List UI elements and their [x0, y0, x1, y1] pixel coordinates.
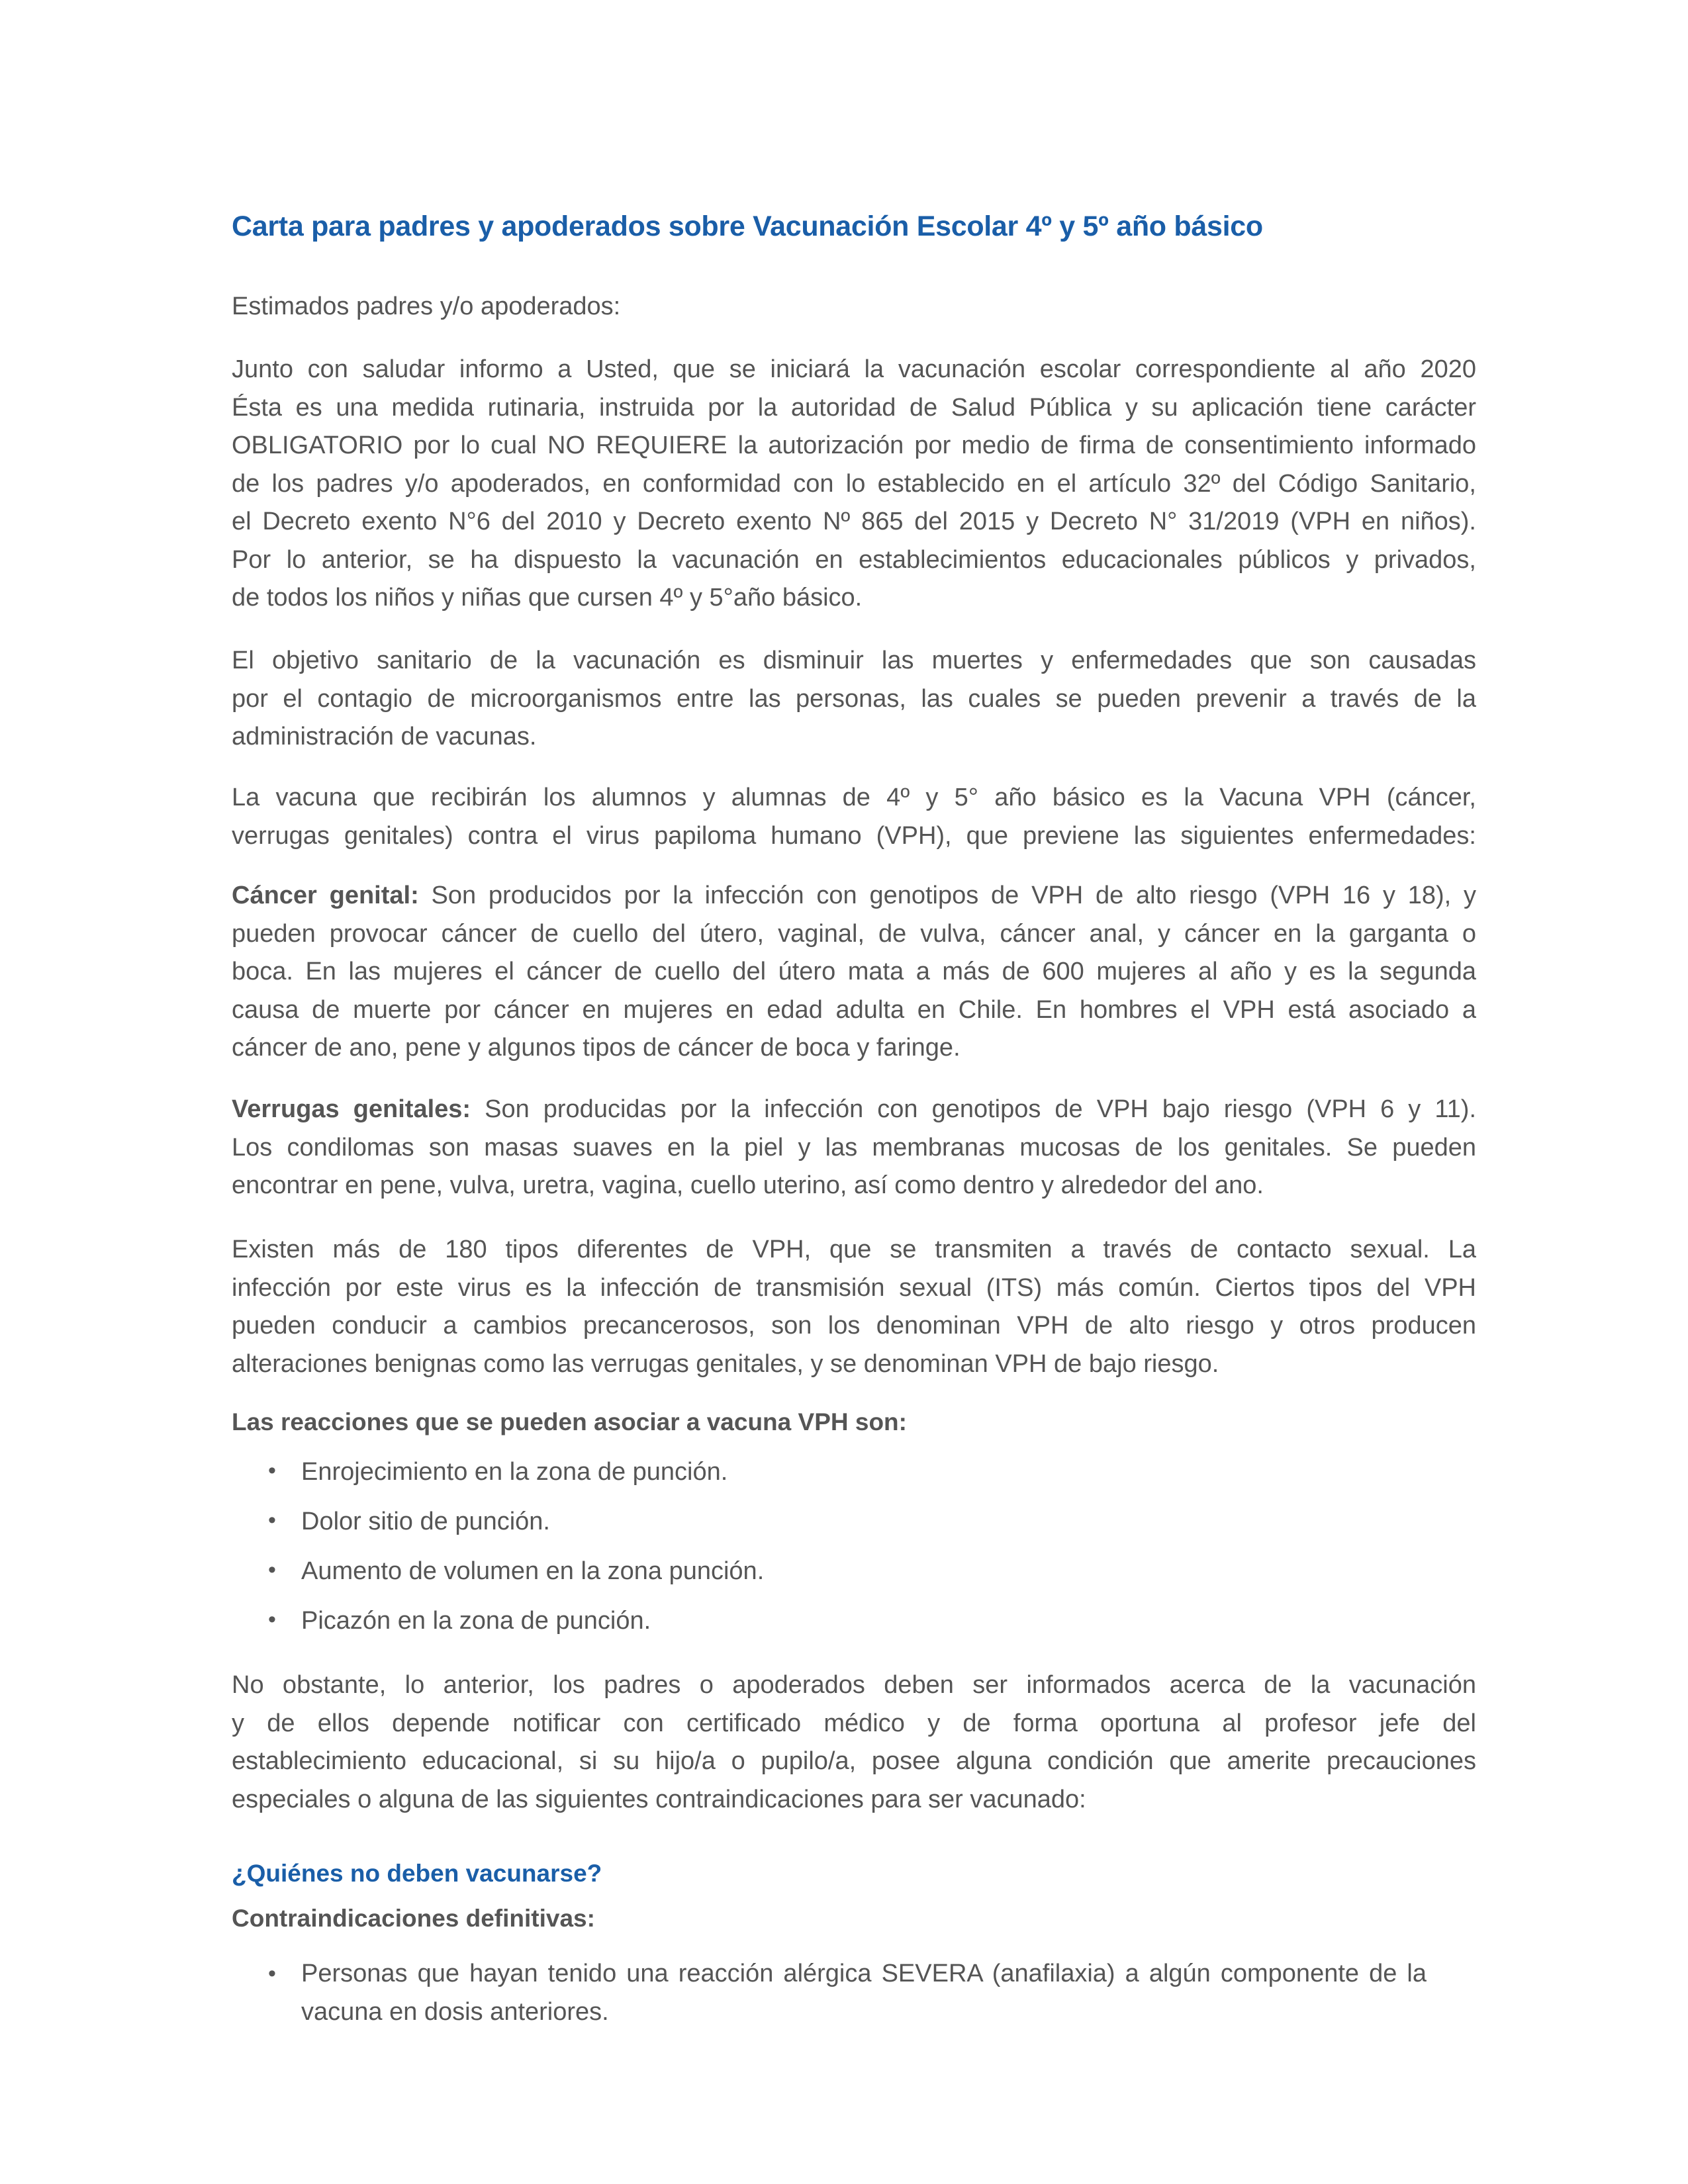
bullet-icon: •	[268, 1961, 276, 1986]
text-line: Por lo anterior, se ha dispuesto la vacunación en establecimientos educacionales públicos y privados,	[232, 545, 1476, 574]
text-line	[232, 877, 1476, 915]
text-line: Existen más de 180 tipos diferentes de VPH, que se transmiten a través de contacto sexual. La	[232, 1236, 1476, 1263]
text-line: encontrar en pene, vulva, uretra, vagina, cuello uterino, así como dentro y alrededor del ano.	[232, 1171, 1264, 1199]
verrugas-genitales-label: Verrugas genitales:	[232, 1095, 471, 1123]
salutation: Estimados padres y/o apoderados:	[232, 293, 621, 320]
text-line: pueden conducir a cambios precancerosos, son los denominan VPH de alto riesgo y otros producen	[232, 1312, 1476, 1340]
bullet-icon: •	[268, 1508, 276, 1533]
text-line: establecimiento educacional, si su hijo/a o pupilo/a, posee alguna condición que amerite precauciones	[232, 1747, 1476, 1775]
text-line: verrugas genitales) contra el virus papiloma humano (VPH), que previene las siguientes enfermedades:	[232, 821, 1476, 850]
text-line: boca. En las mujeres el cáncer de cuello del útero mata a más de 600 mujeres al año y es la segunda	[232, 958, 1476, 985]
page-title: Carta para padres y apoderados sobre Vacunación Escolar 4º y 5º año básico	[232, 210, 1263, 242]
text-line: La vacuna que recibirán los alumnos y alumnas de 4º y 5° año básico es la Vacuna VPH (cáncer,	[232, 784, 1476, 811]
text-line: vacuna en dosis anteriores.	[301, 1998, 609, 2026]
text-line: por el contagio de microorganismos entre las personas, las cuales se pueden prevenir a través de la	[232, 684, 1476, 713]
text-line: cáncer de ano, pene y algunos tipos de cáncer de boca y faringe.	[232, 1034, 961, 1062]
paragraph-mandatory-vaccination	[232, 351, 1476, 617]
paragraph-cancer-genital	[232, 877, 1476, 1068]
text-line: el Decreto exento N°6 del 2010 y Decreto exento Nº 865 del 2015 y Decreto N° 31/2019 (VPH en niños).	[232, 508, 1476, 535]
text-line: OBLIGATORIO por lo cual NO REQUIERE la autorización por medio de firma de consentimiento informado	[232, 432, 1476, 459]
contraindications-heading: Contraindicaciones definitivas:	[232, 1905, 595, 1932]
text-line: No obstante, lo anterior, los padres o apoderados deben ser informados acerca de la vacunación	[232, 1671, 1476, 1699]
verrugas-genitales-text: Son producidas por la infección con genotipos de VPH bajo riesgo (VPH 6 y 11).	[471, 1095, 1477, 1123]
text-line: infección por este virus es la infección de transmisión sexual (ITS) más común. Ciertos tipos del VPH	[232, 1273, 1476, 1302]
paragraph-parent-notification	[232, 1666, 1476, 1819]
text-line: Junto con saludar informo a Usted, que se iniciará la vacunación escolar correspondiente al año 2020	[232, 355, 1476, 383]
text-line: Personas que hayan tenido una reacción alérgica SEVERA (anafilaxia) a algún componente de la	[301, 1960, 1427, 1987]
text-line: Los condilomas son masas suaves en la piel y las membranas mucosas de los genitales. Se pueden	[232, 1133, 1476, 1161]
text-line: de todos los niños y niñas que cursen 4º y 5°año básico.	[232, 584, 863, 612]
document-page: Carta para padres y apoderados sobre Vacunación Escolar 4º y 5º año básico Estimados padres y/o apoderados: Junto con saludar informo a Usted, que se iniciará la vacunación escolar correspondiente al año 2020 Ésta es una medida rutinaria, instruida por la autoridad de Salud Pública y su aplicación tiene carácter OBLIGATORIO por lo cual NO REQUIERE la autorización por medio de firma de consentimiento informado de los padres y/o apoderados, en conformidad con lo establecido en el artículo 32º del Código Sanitario, el Decreto exento N°6 del 2010 y Decreto exento Nº 865 del 2015 y Decreto N° 31/2019 (VPH en niños). Por lo anterior, se ha dispuesto la vacunación en establecimientos educacionales públicos y privados, de todos los niños y niñas que cursen 4º y 5°año básico. El objetivo sanitario de la vacunación es disminuir las muertes y enfermedades que son causadas por el contagio de microorganismos entre las personas, las cuales se pueden prevenir a través de la administración de vacunas. La vacuna que recibirán los alumnos y alumnas de 4º y 5° año básico es la Vacuna VPH (cáncer, verrugas genitales) contra el virus papiloma humano (VPH), que previene las siguientes enfermedades: Cáncer genital: Son producidos por la infección con genotipos de VPH de alto riesgo (VPH 16 y 18), y pueden provocar cáncer de cuello del útero, vaginal, de vulva, cáncer anal, y cáncer en la garganta o boca. En las mujeres el cáncer de cuello del útero mata a más de 600 mujeres al año y es la segunda causa de muerte por cáncer en mujeres en edad adulta en Chile. En hombres el VPH está asociado a cáncer de ano, pene y algunos tipos de cáncer de boca y faringe. Verrugas genitales: Son producidas por la infección con genotipos de VPH bajo riesgo (VPH 6 y 11). Los condilomas son masas suaves en la piel y las membranas mucosas de los genitales. Se pueden encontrar en pene, vulva, uretra, vagina, cuello uterino, así como dentro y alrededor del ano. Existen más de 180 tipos diferentes de VPH, que se transmiten a través de contacto sexual. La infección por este virus es la infección de transmisión sexual (ITS) más común. Ciertos tipos del VPH pueden conducir a cambios precancerosos, son los denominan VPH de alto riesgo y otros producen alteraciones benignas como las verrugas genitales, y se denominan VPH de bajo riesgo. Las reacciones que se pueden asociar a vacuna VPH son: • Enrojecimiento en la zona de punción. • Dolor sitio de punción. • Aumento de volumen en la zona punción. • Picazón en la zona de punción. No obstante, lo anterior, los padres o apoderados deben ser informados acerca de la vacunación y de ellos depende notificar con certificado médico y de forma oportuna al profesor jefe del establecimiento educacional, si su hijo/a o pupilo/a, posee alguna condición que amerite precauciones especiales o alguna de las siguientes contraindicaciones para ser vacunado: ¿Quiénes no deben vacunarse? Contraindicaciones definitivas: • Personas que hayan tenido una reacción alérgica SEVERA (anafilaxia) a algún componente de la vacuna en dosis anteriores.	[0, 0, 1688, 2184]
paragraph-objective	[232, 642, 1476, 756]
cancer-genital-text: Son producidos por la infección con genotipos de VPH de alto riesgo (VPH 16 y 18), y	[418, 882, 1476, 909]
paragraph-verrugas-genitales	[232, 1091, 1476, 1205]
reactions-heading: Las reacciones que se pueden asociar a vacuna VPH son:	[232, 1408, 907, 1435]
text-line: especiales o alguna de las siguientes contraindicaciones para ser vacunado:	[232, 1785, 1086, 1813]
text-line: administración de vacunas.	[232, 723, 537, 751]
paragraph-vph-types	[232, 1231, 1476, 1383]
bullet-icon: •	[268, 1458, 276, 1483]
text-line	[232, 1091, 1476, 1129]
bullet-icon: •	[268, 1557, 276, 1582]
text-line: causa de muerte por cáncer en mujeres en edad adulta en Chile. En hombres el VPH está asociado a	[232, 995, 1476, 1024]
who-not-heading: ¿Quiénes no deben vacunarse?	[232, 1860, 602, 1887]
text-line: El objetivo sanitario de la vacunación es disminuir las muertes y enfermedades que son causadas	[232, 647, 1476, 674]
paragraph-vaccine-vph	[232, 779, 1476, 855]
text-line: y de ellos depende notificar con certificado médico y de forma oportuna al profesor jefe del	[232, 1709, 1476, 1737]
text-line: alteraciones benignas como las verrugas genitales, y se denominan VPH de bajo riesgo.	[232, 1349, 1219, 1378]
text-line: de los padres y/o apoderados, en conformidad con lo establecido en el artículo 32º del Código Sanitario,	[232, 469, 1476, 498]
text-line: pueden provocar cáncer de cuello del útero, vaginal, de vulva, cáncer anal, y cáncer en la garganta o	[232, 919, 1476, 948]
contraindication-text	[301, 1954, 1427, 2031]
cancer-genital-label: Cáncer genital:	[232, 882, 419, 909]
text-line: Ésta es una medida rutinaria, instruida por la autoridad de Salud Pública y su aplicación tiene carácter	[232, 393, 1476, 422]
bullet-icon: •	[268, 1607, 276, 1632]
